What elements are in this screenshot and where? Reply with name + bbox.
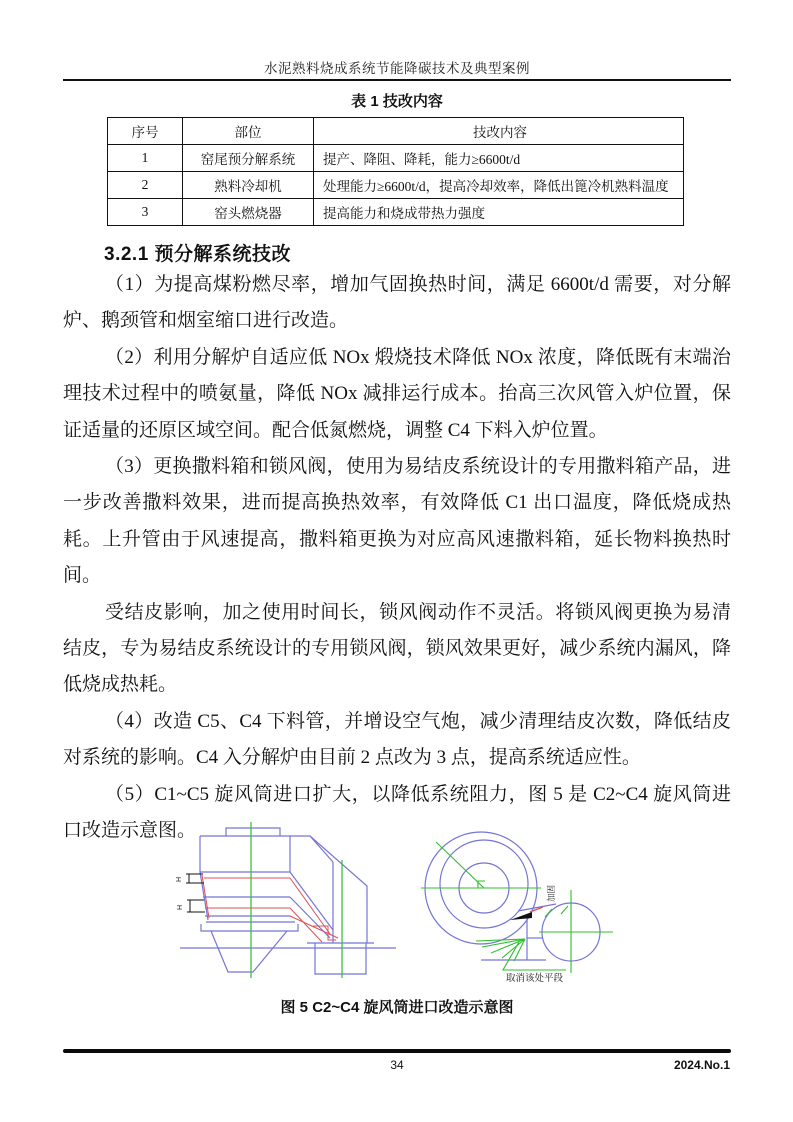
leader-annotation: 取消该处平段 xyxy=(506,973,564,984)
cell-part: 窑尾预分解系统 xyxy=(183,145,314,172)
cad-green-centerlines xyxy=(421,842,613,973)
figure-5 xyxy=(63,820,731,992)
cell-content: 处理能力≥6600t/d，提高冷却效率，降低出篦冷机熟料温度 xyxy=(314,172,684,199)
cell-part: 窑头燃烧器 xyxy=(183,199,314,226)
dimension-label-h1: H xyxy=(176,876,183,882)
cell-index: 3 xyxy=(108,199,183,226)
page-number: 34 xyxy=(390,1058,404,1072)
col-header-part: 部位 xyxy=(183,118,314,145)
table-header-row xyxy=(108,118,684,145)
cyclone-side-view-drawing xyxy=(170,820,400,992)
figure-caption: 图 5 C2~C4 旋风筒进口改造示意图 xyxy=(280,999,514,1016)
cell-part: 熟料冷却机 xyxy=(183,172,314,199)
table-caption: 表 1 技改内容 xyxy=(351,93,443,110)
paragraph: （1）为提高煤粉燃尽率，增加气固换热时间，满足 6600t/d 需要，对分解炉、鹅颈管和烟室缩口进行改造。 xyxy=(63,274,731,332)
running-header: 水泥熟料烧成系统节能降碳技术及典型案例 xyxy=(264,61,530,76)
paragraph: （2）利用分解炉自适应低 NOx 煅烧技术降低 NOx 浓度，降低既有末端治理技术过程中的喷氨量，降低 NOx 减排运行成本。抬高三次风管入炉位置，保证适量的还原区域空间。配合低氮燃烧，调整 C4 下料入炉位置。 xyxy=(63,346,731,441)
header-divider xyxy=(63,79,731,81)
col-header-content: 技改内容 xyxy=(314,118,684,145)
paragraph: 受结皮影响，加之使用时间长，锁风阀动作不灵活。将锁风阀更换为易清结皮，专为易结皮系统设计的专用锁风阀，锁风效果更好，减少系统内漏风，降低烧成热耗。 xyxy=(63,601,731,696)
rotated-annotation: 加固 xyxy=(546,884,556,902)
table-row xyxy=(108,172,684,199)
col-header-index: 序号 xyxy=(108,118,183,145)
cad-blue-outline xyxy=(180,828,396,974)
section-heading: 3.2.1 预分解系统技改 xyxy=(104,244,292,265)
issue-number: 2024.No.1 xyxy=(673,1058,730,1072)
cell-content: 提高能力和烧成带热力强度 xyxy=(314,199,684,226)
modification-table xyxy=(107,117,684,226)
table-row xyxy=(108,199,684,226)
table-row xyxy=(108,145,684,172)
cad-green-centerlines xyxy=(251,822,342,978)
dimension-marks xyxy=(186,874,205,912)
paragraph: （5）C1~C5 旋风筒进口扩大，以降低系统阻力，图 5 是 C2~C4 旋风筒进口改造示意图。 xyxy=(63,783,731,842)
cell-content: 提产、降阻、降耗，能力≥6600t/d xyxy=(314,145,684,172)
body-text xyxy=(63,267,731,850)
dimension-label-h2: H xyxy=(177,904,184,910)
added-material-wedge xyxy=(510,912,532,920)
cell-index: 1 xyxy=(108,145,183,172)
paragraph: （4）改造 C5、C4 下料管，并增设空气炮，减少清理结皮次数，降低结皮对系统的影响。C4 入分解炉由目前 2 点改为 3 点，提高系统适应性。 xyxy=(63,710,731,769)
cyclone-plan-view-drawing xyxy=(406,820,624,992)
footer-divider xyxy=(63,1049,731,1053)
cell-index: 2 xyxy=(108,172,183,199)
paragraph: （3）更换撒料箱和锁风阀，使用为易结皮系统设计的专用撒料箱产品，进一步改善撒料效果，进而提高换热效率，有效降低 C1 出口温度，降低烧成热耗。上升管由于风速提高，撒料箱更换为对应高风速撒料箱，延长物料换热时间。 xyxy=(63,456,731,587)
